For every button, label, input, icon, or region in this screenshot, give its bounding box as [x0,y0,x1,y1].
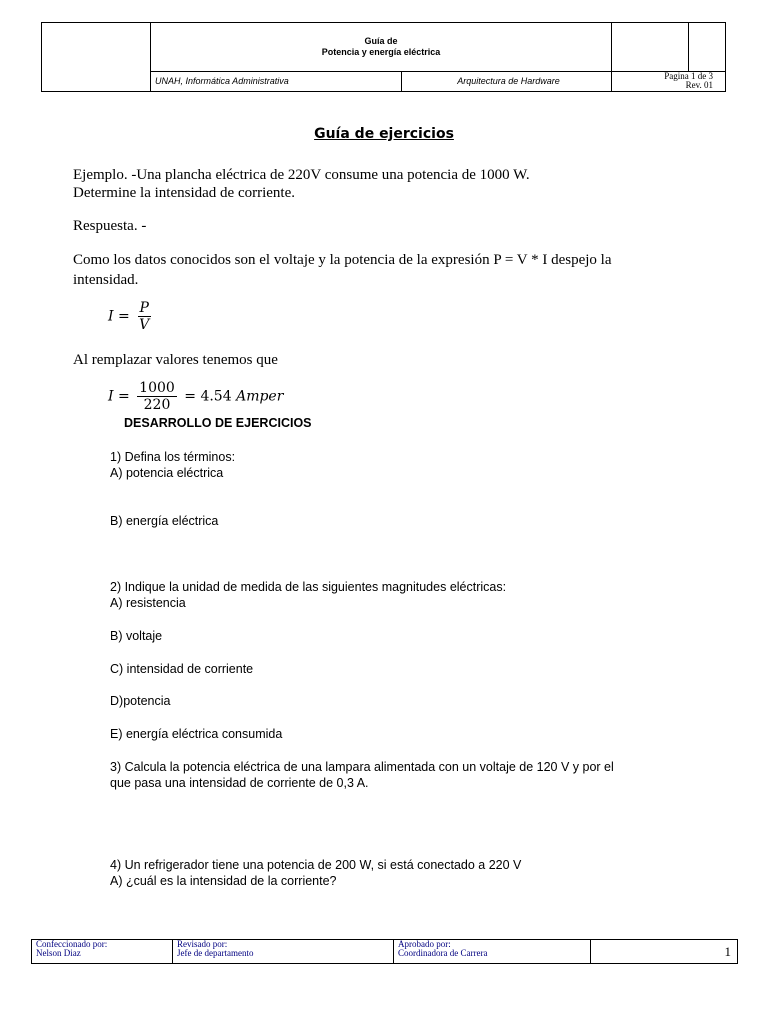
question-3-line2: que pasa una intensidad de corriente de 0,3 A. [110,776,369,790]
footer-approved-label: Aprobado por: [398,939,451,949]
question-4a: A) ¿cuál es la intensidad de la corriente? [110,874,337,888]
result-value: = 4.54 [184,388,232,405]
formula-lhs: I = [108,308,130,325]
footer-reviewed-by [173,940,394,964]
question-2a: A) resistencia [110,596,186,610]
footer-reviewed-label: Revisado por: [177,939,228,949]
document-footer [31,939,738,964]
header-course: Arquitectura de Hardware [402,71,612,91]
logo-cell [42,23,151,92]
example-line1: Ejemplo. -Una plancha eléctrica de 220V consume una potencia de 1000 W. [73,167,530,183]
question-3-line1: 3) Calcula la potencia eléctrica de una lampara alimentada con un voltaje de 120 V y por el [110,760,614,774]
formula-result [108,380,283,413]
footer-reviewed-name: Jefe de departamento [177,948,254,958]
question-1: 1) Defina los términos: [110,450,236,464]
result-fraction [137,380,177,413]
question-2: 2) Indique la unidad de medida de las siguientes magnitudes eléctricas: [110,580,507,594]
header-revision: Rev. 01 [685,80,713,91]
question-1b: B) energía eléctrica [110,514,219,528]
result-denominator: 220 [143,397,171,413]
header-title [151,23,612,72]
header-title-line1: Guía de [364,35,398,46]
explanation-line1: Como los datos conocidos son el voltaje y la potencia de la expresión P = V * I despejo la [73,252,612,268]
question-2b: B) voltaje [110,629,163,643]
header-blank-cell [612,23,689,72]
question-2c: C) intensidad de corriente [110,662,254,676]
question-2d: D)potencia [110,694,171,708]
answer-label: Respuesta. - [73,218,147,234]
header-title-line2: Potencia y energía eléctrica [321,46,441,57]
formula-fraction [137,300,151,333]
guide-title: Guía de ejercicios [314,126,454,142]
result-lhs: I = [108,388,130,405]
footer-page-number: 1 [591,940,738,964]
footer-made-by-label: Confeccionado por: [36,939,108,949]
replace-text: Al remplazar valores tenemos que [73,352,278,368]
question-1a: A) potencia eléctrica [110,466,224,480]
footer-made-by [32,940,173,964]
result-unit: Amper [236,388,284,405]
example-line2: Determine la intensidad de corriente. [73,185,295,201]
formula-intensity [108,300,154,333]
question-2e: E) energía eléctrica consumida [110,727,283,741]
footer-approved-name: Coordinadora de Carrera [398,948,488,958]
header-page-info [612,71,726,91]
footer-approved-by [394,940,591,964]
exercises-heading: DESARROLLO DE EJERCICIOS [124,416,312,430]
formula-denominator: V [139,317,150,333]
explanation-line2: intensidad. [73,272,139,288]
formula-numerator: P [139,300,149,316]
header-page: Pagina 1 de 3 [664,71,713,82]
result-numerator: 1000 [139,380,175,396]
footer-made-by-name: Nelson Diaz [36,948,81,958]
document-header [41,22,726,92]
header-institution: UNAH, Informática Administrativa [151,71,402,91]
header-blank-cell-2 [689,23,726,72]
question-4: 4) Un refrigerador tiene una potencia de 200 W, si está conectado a 220 V [110,858,522,872]
